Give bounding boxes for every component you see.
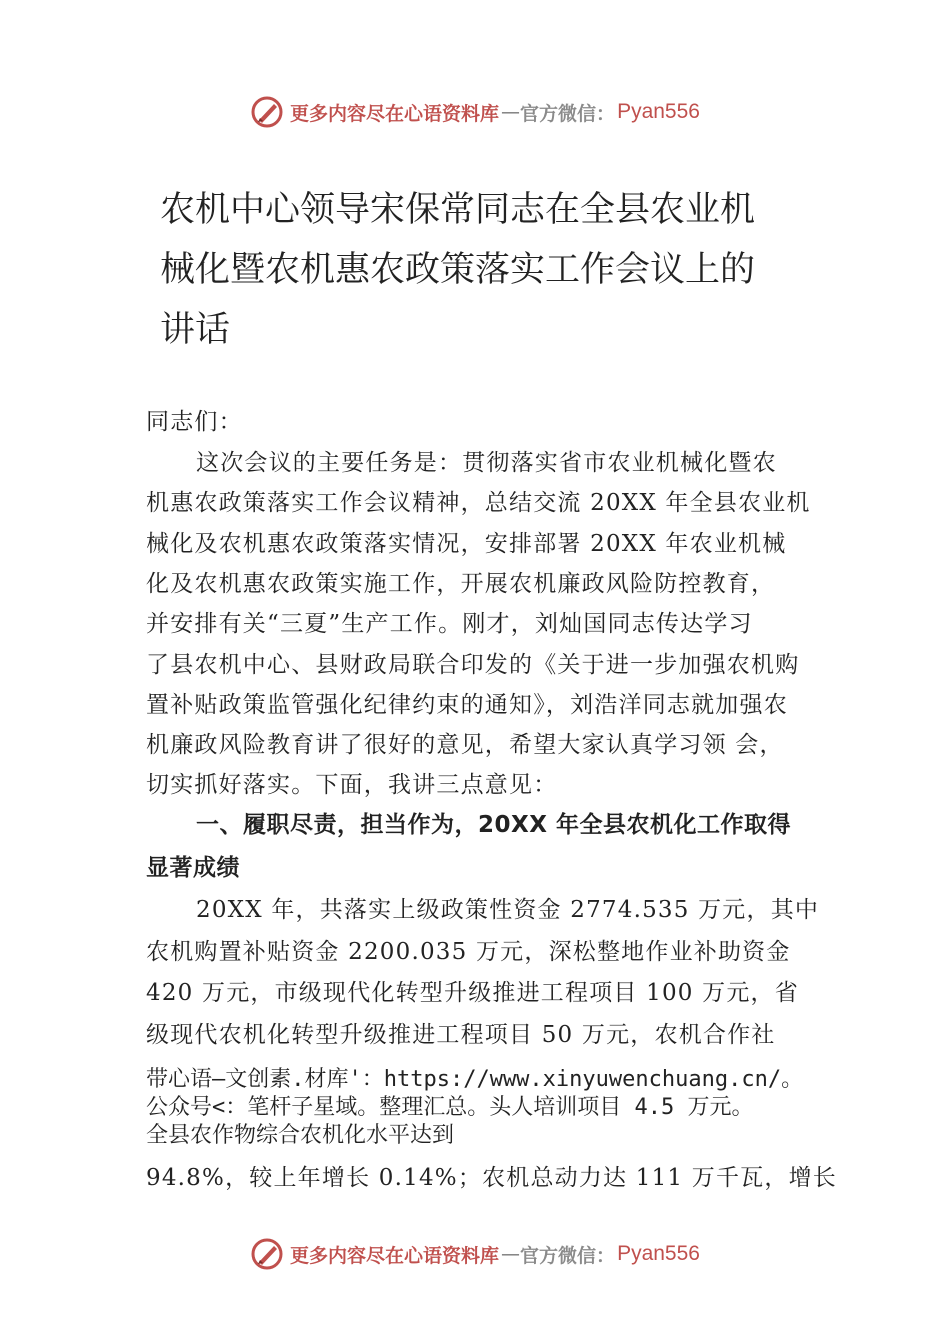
footer-watermark-banner (0, 1234, 950, 1274)
paragraph-line: 420 万元，市级现代化转型升级推进工程项目 100 万元，省 (146, 980, 799, 1006)
banner-separator: — (501, 101, 521, 123)
banner-wechat-id: Pyan556 (617, 1242, 700, 1265)
paragraph-line: 级现代农机化转型升级推进工程项目 50 万元，农机合作社 (146, 1022, 776, 1048)
banner-wechat-id: Pyan556 (617, 100, 700, 123)
paragraph-line: 机惠农政策落实工作会议精神，总结交流 20XX 年全县农业机 (146, 490, 811, 516)
title-line: 械化暨农机惠农政策落实工作会议上的 (160, 250, 756, 290)
title-line: 农机中心领导宋保常同志在全县农业机 (160, 190, 756, 230)
header-watermark-banner (0, 92, 950, 132)
banner-brand-text: 更多内容尽在心语资料库 (290, 1244, 500, 1267)
banner-separator: — (501, 1243, 521, 1265)
title-line: 讲话 (160, 310, 231, 350)
paragraph-line: 全县农作物综合农机化水平达到 (146, 1123, 455, 1148)
paragraph-line: 并安排有关“三夏”生产工作。刚才，刘灿国同志传达学习 (146, 611, 753, 637)
banner-brand-text: 更多内容尽在心语资料库 (290, 102, 500, 125)
paragraph-line: 化及农机惠农政策实施工作，开展农机廉政风险防控教育， (146, 571, 776, 597)
paragraph-line: 农机购置补贴资金 2200.035 万元，深松整地作业补助资金 (146, 939, 791, 965)
paragraph-line: 切实抓好落实。下面，我讲三点意见： (146, 772, 558, 798)
paragraph-line: 这次会议的主要任务是：贯彻落实省市农业机械化暨农 (196, 450, 777, 476)
paragraph-line: 了县农机中心、县财政局联合印发的《关于进一步加强农机购 (146, 652, 800, 678)
document-title (160, 180, 780, 360)
banner-wechat-label: 官方微信： (520, 1244, 616, 1267)
paragraph-line: 20XX 年，共落实上级政策性资金 2774.535 万元，其中 (196, 897, 820, 923)
section-heading: 显著成绩 (146, 855, 240, 881)
paragraph-line: 带心语—文创素.材库'：https://www.xinyuwenchuang.cn/。 (146, 1067, 804, 1092)
banner-wechat-label: 官方微信： (520, 102, 616, 125)
paragraph-line: 94.8%，较上年增长 0.14%；农机总动力达 111 万千瓦，增长 (146, 1165, 837, 1191)
section-heading: 一、履职尽责，担当作为，20XX 年全县农机化工作取得 (196, 812, 791, 838)
paragraph-line: 公众号<：笔杆子星域。整理汇总。头人培训项目 4.5 万元。 (146, 1095, 754, 1120)
pen-seal-logo-icon (250, 1237, 284, 1271)
salutation: 同志们： (146, 409, 243, 435)
pen-seal-logo-icon (250, 95, 284, 129)
paragraph-line: 械化及农机惠农政策落实情况，安排部署 20XX 年农业机械 (146, 531, 787, 557)
paragraph-line: 置补贴政策监管强化纪律约束的通知》，刘浩洋同志就加强农 (146, 692, 788, 718)
paragraph-line: 机廉政风险教育讲了很好的意见，希望大家认真学习领 会， (146, 732, 784, 758)
